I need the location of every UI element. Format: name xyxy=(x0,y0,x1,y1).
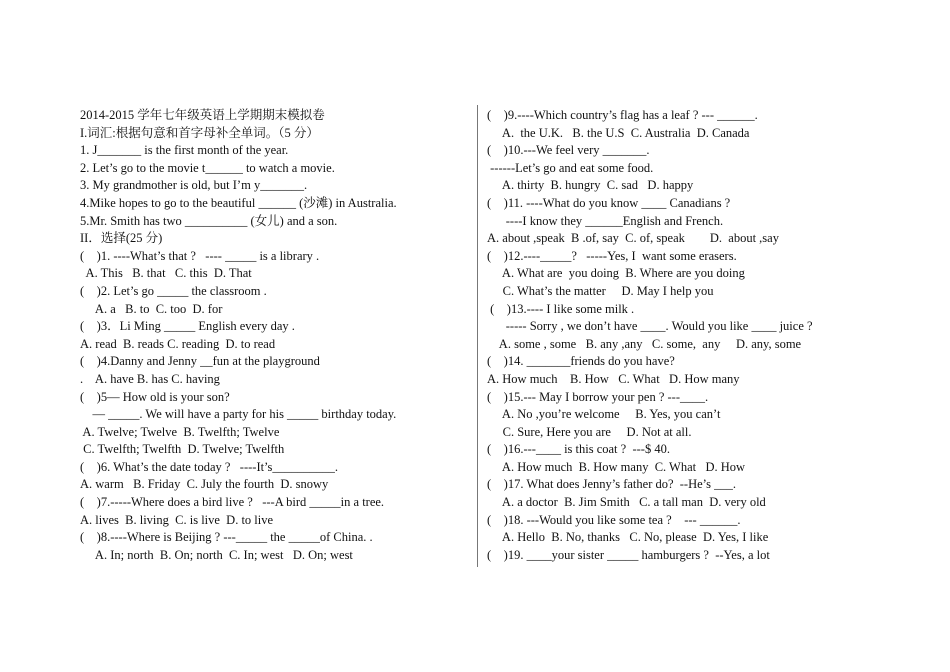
question-line: 4.Mike hopes to go to the beautiful ______ (沙滩) in Australia. xyxy=(80,195,397,210)
options-line: C. What’s the matter D. May I help you xyxy=(487,283,714,298)
question-line: ( )7.-----Where does a bird live ? ---A bird _____in a tree. xyxy=(80,495,385,510)
section-heading-vocabulary: I.词汇:根据句意和首字母补全单词。（5 分） xyxy=(80,125,319,140)
question-line: ( )17. What does Jenny’s father do? --He’s ___. xyxy=(487,477,737,492)
options-line: A. How much B. How C. What D. How many xyxy=(487,371,740,386)
question-line: ( )10.---We feel very _______. xyxy=(487,143,650,158)
question-line: ( )13.---- I like some milk . xyxy=(487,301,635,316)
options-line: A. No ,you’re welcome B. Yes, you can’t xyxy=(487,407,721,422)
question-line: ----I know they ______English and French. xyxy=(487,213,724,228)
question-line: ( )3．Li Ming _____ English every day . xyxy=(80,319,295,334)
options-line: A. Twelve; Twelve B. Twelfth; Twelve xyxy=(80,424,280,439)
question-line: — _____. We will have a party for his _____ birthday today. xyxy=(80,407,397,422)
question-line: ( )2. Let’s go _____ the classroom . xyxy=(80,283,267,298)
question-line: ----- Sorry , we don’t have ____. Would you like ____ juice ? xyxy=(487,319,813,334)
options-line: A. a B. to C. too D. for xyxy=(80,301,223,316)
question-line: ( )4.Danny and Jenny __fun at the playground xyxy=(80,354,320,369)
options-line: A. thirty B. hungry C. sad D. happy xyxy=(487,178,694,193)
question-line: ( )9.----Which country’s flag has a leaf ? --- ______. xyxy=(487,108,758,122)
question-line: ( )16.---____ is this coat ? ---$ 40. xyxy=(487,442,670,457)
question-line: 2. Let’s go to the movie t______ to watch a movie. xyxy=(80,160,335,175)
question-line: ( )8.----Where is Beijing ? ---_____ the _____of China. . xyxy=(80,530,373,545)
section-heading-choice: II．选择(25 分) xyxy=(80,231,163,246)
options-line: A. In; north B. On; north C. In; west D. On; west xyxy=(80,547,353,562)
options-line: A. a doctor B. Jim Smith C. a tall man D. very old xyxy=(487,495,766,510)
question-line: ( )11. ----What do you know ____ Canadians ? xyxy=(487,195,731,210)
options-line: A. What are you doing B. Where are you doing xyxy=(487,266,745,281)
exam-title: 2014-2015 学年七年级英语上学期期末模拟卷 xyxy=(80,108,325,122)
question-line: ( )1. ----What’s that ? ---- _____ is a library . xyxy=(80,248,320,263)
left-column xyxy=(80,107,470,564)
question-line: ( )19. ____your sister _____ hamburgers ? --Yes, a lot xyxy=(487,547,770,562)
options-line: C. Twelfth; Twelfth D. Twelve; Twelfth xyxy=(80,442,285,457)
question-line: ( )6. What’s the date today ? ----It’s__________. xyxy=(80,459,339,474)
question-line: ( )15.--- May I borrow your pen ? ---____. xyxy=(487,389,709,404)
question-line: ( )5— How old is your son? xyxy=(80,389,230,404)
column-divider xyxy=(477,105,478,567)
question-line: ( )18. ---Would you like some tea ? --- ______. xyxy=(487,512,741,527)
options-line: A. some , some B. any ,any C. some, any D. any, some xyxy=(487,336,802,351)
question-line: ( )14. _______friends do you have? xyxy=(487,354,675,369)
options-line: A. This B. that C. this D. That xyxy=(80,266,252,281)
question-line: 3. My grandmother is old, but I’m y_______. xyxy=(80,178,308,193)
question-line: ------Let’s go and eat some food. xyxy=(487,160,654,175)
question-line: 5.Mr. Smith has two __________ (女儿) and a son. xyxy=(80,213,338,228)
options-line: . A. have B. has C. having xyxy=(80,371,220,386)
options-line: C. Sure, Here you are D. Not at all. xyxy=(487,424,692,439)
options-line: A. read B. reads C. reading D. to read xyxy=(80,336,276,351)
question-line: 1. J_______ is the first month of the year. xyxy=(80,143,289,158)
options-line: A. Hello B. No, thanks C. No, please D. Yes, I like xyxy=(487,530,769,545)
options-line: A. How much B. How many C. What D. How xyxy=(487,459,746,474)
options-line: A. about ,speak B .of, say C. of, speak D. about ,say xyxy=(487,231,779,246)
options-line: A. the U.K. B. the U.S C. Australia D. Canada xyxy=(487,125,750,140)
options-line: A. lives B. living C. is live D. to live xyxy=(80,512,274,527)
options-line: A. warm B. Friday C. July the fourth D. snowy xyxy=(80,477,329,492)
right-column xyxy=(487,107,887,564)
question-line: ( )12.----_____? -----Yes, I want some erasers. xyxy=(487,248,737,263)
